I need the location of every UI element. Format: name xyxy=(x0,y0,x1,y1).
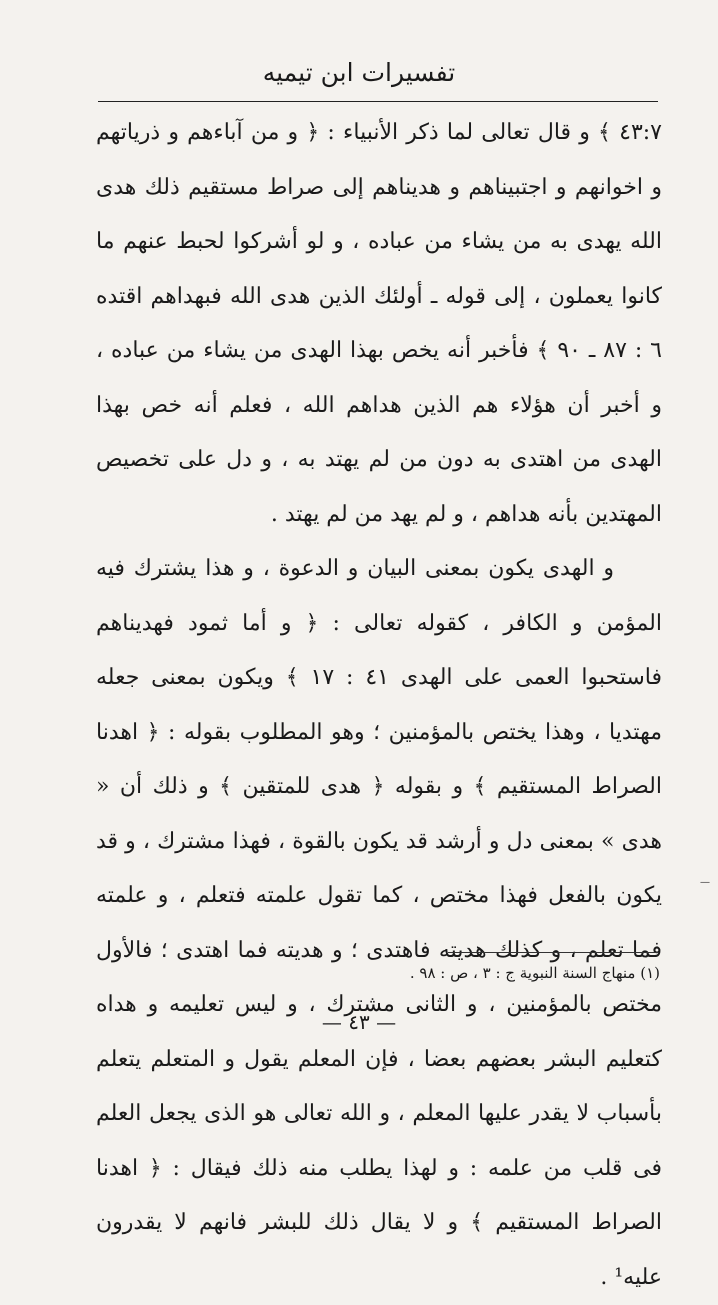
footnote-rule xyxy=(448,952,658,953)
page-number: — ٤٣ — xyxy=(321,1010,397,1034)
header-rule xyxy=(98,101,658,102)
footnote: (١) منهاج السنة النبوية ج : ٣ ، ص : ٩٨ . xyxy=(409,964,660,982)
paragraph-2: و الهدى يكون بمعنى البيان و الدعوة ، و هذا يشترك فيه المؤمن و الكافر ، كقوله تعالى : ﴿ و أما ثمود فهديناهم فاستحبوا العمى على الهدى ٤١ : ١٧ ﴾ ويكون بمعنى جعله مهتديا ، وهذا يختص بالمؤمنين ؛ وهو المطلوب بقوله : ﴿ اهدنا الصراط المستقيم ﴾ و بقوله ﴿ هدى للمتقين ﴾ و ذلك أن « هدى » بمعنى دل و أرشد قد يكون بالقوة ، فهذا مشترك ، و قد يكون بالفعل فهذا مختص ، كما تقول علمته فتعلم ، و علمته فما تعلم ، و كذلك هديته فاهتدى ؛ و هديته فما اهتدى ؛ فالأول مختص بالمؤمنين ، و الثانى مشترك ، و ليس تعليمه و هداه كتعليم البشر بعضهم بعضا ، فإن المعلم يقول و المتعلم يتعلم بأسباب لا يقدر عليها المعلم ، و الله تعالى هو الذى يجعل العلم فى قلب من علمه : و لهذا يطلب منه ذلك فيقال : ﴿ اهدنا الصراط المستقيم ﴾ و لا يقال ذلك للبشر فانهم لا يقدرون عليه¹ . xyxy=(96,556,663,1290)
running-head-title: تفسيرات ابن تيميه xyxy=(262,58,456,87)
margin-dash-mark: — xyxy=(700,877,710,888)
main-text xyxy=(96,106,662,1305)
paragraph-1: ٤٣:٧ ﴾ و قال تعالى لما ذكر الأنبياء : ﴿ و من آباءهم و ذرياتهم و اخوانهم و اجتبيناهم و هديناهم إلى صراط مستقيم ذلك هدى الله يهدى به من يشاء من عباده ، و لو أشركوا لحبط عنهم ما كانوا يعملون ، إلى قوله ـ أولئك الذين هدى الله فبهداهم اقتده ٦ : ٨٧ ـ ٩٠ ﴾ فأخبر أنه يخص بهذا الهدى من يشاء من عباده ، و أخبر أن هؤلاء هم الذين هداهم الله ، فعلم أنه خص بهذا الهدى من اهتدى به دون من لم يهتد به ، و دل على تخصيص المهتدين بأنه هداهم ، و لم يهد من لم يهتد . xyxy=(96,120,662,527)
